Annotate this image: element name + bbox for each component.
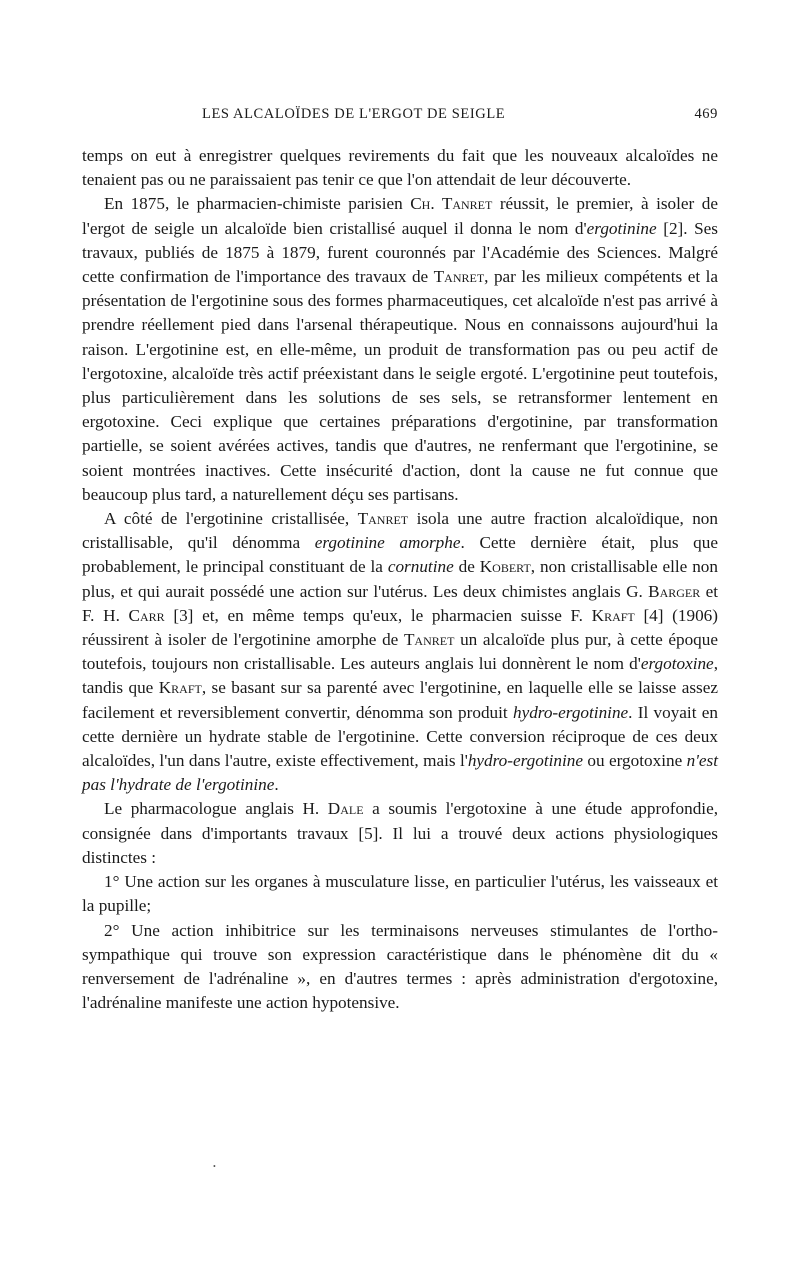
author-name: Kraft [591, 605, 635, 625]
text-run: réussit, le premier, à isoler de l'ergot de seigle un alcaloïde bien cristallisé auquel il donna le nom d' [82, 194, 718, 238]
author-name: Carr [128, 605, 165, 625]
running-head [82, 106, 718, 130]
italic-term: ergotinine [586, 218, 657, 238]
text-run: . Il voyait en cette dernière un hydrate stable de l'ergotinine. Cette conversion réciproque de ces deux alcaloïdes, l'un dans l'autre, existe effectivement, mais l' [82, 702, 718, 771]
running-title: LES ALCALOÏDES DE L'ERGOT DE SEIGLE [202, 106, 506, 122]
text-run: et F. H. [82, 581, 719, 625]
paragraph-6-text: 2° Une action inhibitrice sur les terminaisons nerveuses stimulantes de l'ortho-sympathique qui trouve son expression caractéristique dans le phénomène dit du « renversement de l'adrénaline », en d'autres termes : après administration d'ergotoxine, l'adrénaline manifeste une action hypotensive. [82, 920, 718, 1013]
paragraph-2 [82, 192, 718, 507]
italic-term: ergotinine amorphe [314, 533, 461, 553]
text-run: , tandis que [82, 654, 718, 698]
text-run: , se basant sur sa parenté avec l'ergotinine, en laquelle elle se laisse assez facilement et reversiblement convertir, dénomma son produit [82, 678, 718, 722]
page-body [82, 144, 718, 1015]
author-name: Kraft [158, 678, 202, 698]
text-run: . Cette dernière était, plus que probablement, le principal constituant de la [82, 533, 718, 577]
italic-term: hydro-ergotinine [467, 751, 584, 771]
author-name: Kobert [479, 557, 531, 577]
text-run: [3] et, en même temps qu'eux, le pharmacien suisse F. [164, 605, 592, 625]
text-run: Le pharmacologue anglais H. [104, 799, 328, 819]
paragraph-5 [82, 870, 718, 918]
paragraph-4 [82, 797, 718, 870]
text-run: , non cristallisable elle non plus, et qui aurait possédé une action sur l'utérus. Les deux chimistes anglais G. [82, 557, 718, 601]
author-name: Ch. Tanret [410, 194, 493, 214]
text-run: de [453, 557, 480, 577]
author-name: Barger [648, 581, 701, 601]
italic-term: ergotoxine [640, 654, 714, 674]
italic-term: cornutine [387, 557, 454, 577]
author-name: Tanret [357, 509, 409, 529]
text-run: isola une autre fraction alcaloïdique, non cristallisable, qu'il dénomma [82, 509, 718, 553]
paragraph-1 [82, 144, 718, 192]
text-run: un alcaloïde plus pur, à cette époque toutefois, toujours non cristallisable. Les auteurs anglais lui donnèrent le nom d' [82, 630, 718, 674]
italic-term: hydro-ergotinine [512, 702, 629, 722]
text-run: , par les milieux compétents et la présentation de l'ergotinine sous des formes pharmaceutiques, cet alcaloïde n'est pas arrivé à prendre réellement pied dans l'arsenal thérapeutique. Nous en connaissons aujourd'hui la raison. L'ergotinine est, en elle-même, un produit de transformation pas ou peu actif de l'ergotoxine, alcaloïde très actif préexistant dans le seigle ergoté. L'ergotinine peut toutefois, plus particulièrement dans les solutions de ses sels, se retransformer lentement en ergotoxine. Ceci explique que certaines préparations d'ergotinine, par transformation partielle, se soient avérées actives, tandis que d'autres, ne renfermant que l'ergotinine, se soient montrées inactives. Cette insécurité d'action, dont la cause ne fut connue que beaucoup plus tard, a naturellement déçu ses partisans. [82, 267, 718, 504]
text-run: ou ergotoxine [583, 751, 687, 771]
author-name: Dale [327, 799, 364, 819]
author-name: Tanret [433, 267, 485, 287]
book-page [82, 106, 718, 1015]
italic-term: n'est pas l'hydrate de l'ergotinine [82, 751, 718, 795]
text-run: . [274, 775, 279, 795]
text-run: En 1875, le pharmacien-chimiste parisien [104, 194, 411, 214]
text-run: a soumis l'ergotoxine à une étude approfondie, consignée dans d'importants travaux [5]. Il lui a trouvé deux actions physiologiques distinctes : [82, 799, 719, 867]
author-name: Tanret [403, 630, 455, 650]
print-speck: • [213, 1162, 216, 1171]
page-number: 469 [694, 106, 718, 122]
text-run: [2]. Ses travaux, publiés de 1875 à 1879, furent couronnés par l'Académie des Sciences. Malgré cette confirmation de l'importance des travaux de [82, 218, 718, 287]
text-run: A côté de l'ergotinine cristallisée, [104, 509, 358, 529]
paragraph-1-text: temps on eut à enregistrer quelques revirements du fait que les nouveaux alcaloïdes ne tenaient pas ou ne paraissaient pas tenir ce que l'on attendait de leur découverte. [82, 146, 718, 190]
paragraph-3 [82, 507, 718, 797]
paragraph-6 [82, 919, 718, 1016]
paragraph-5-text: 1° Une action sur les organes à musculature lisse, en particulier l'utérus, les vaisseaux et la pupille; [82, 872, 718, 916]
text-run: [4] (1906) réussirent à isoler de l'ergotinine amorphe de [82, 605, 718, 650]
